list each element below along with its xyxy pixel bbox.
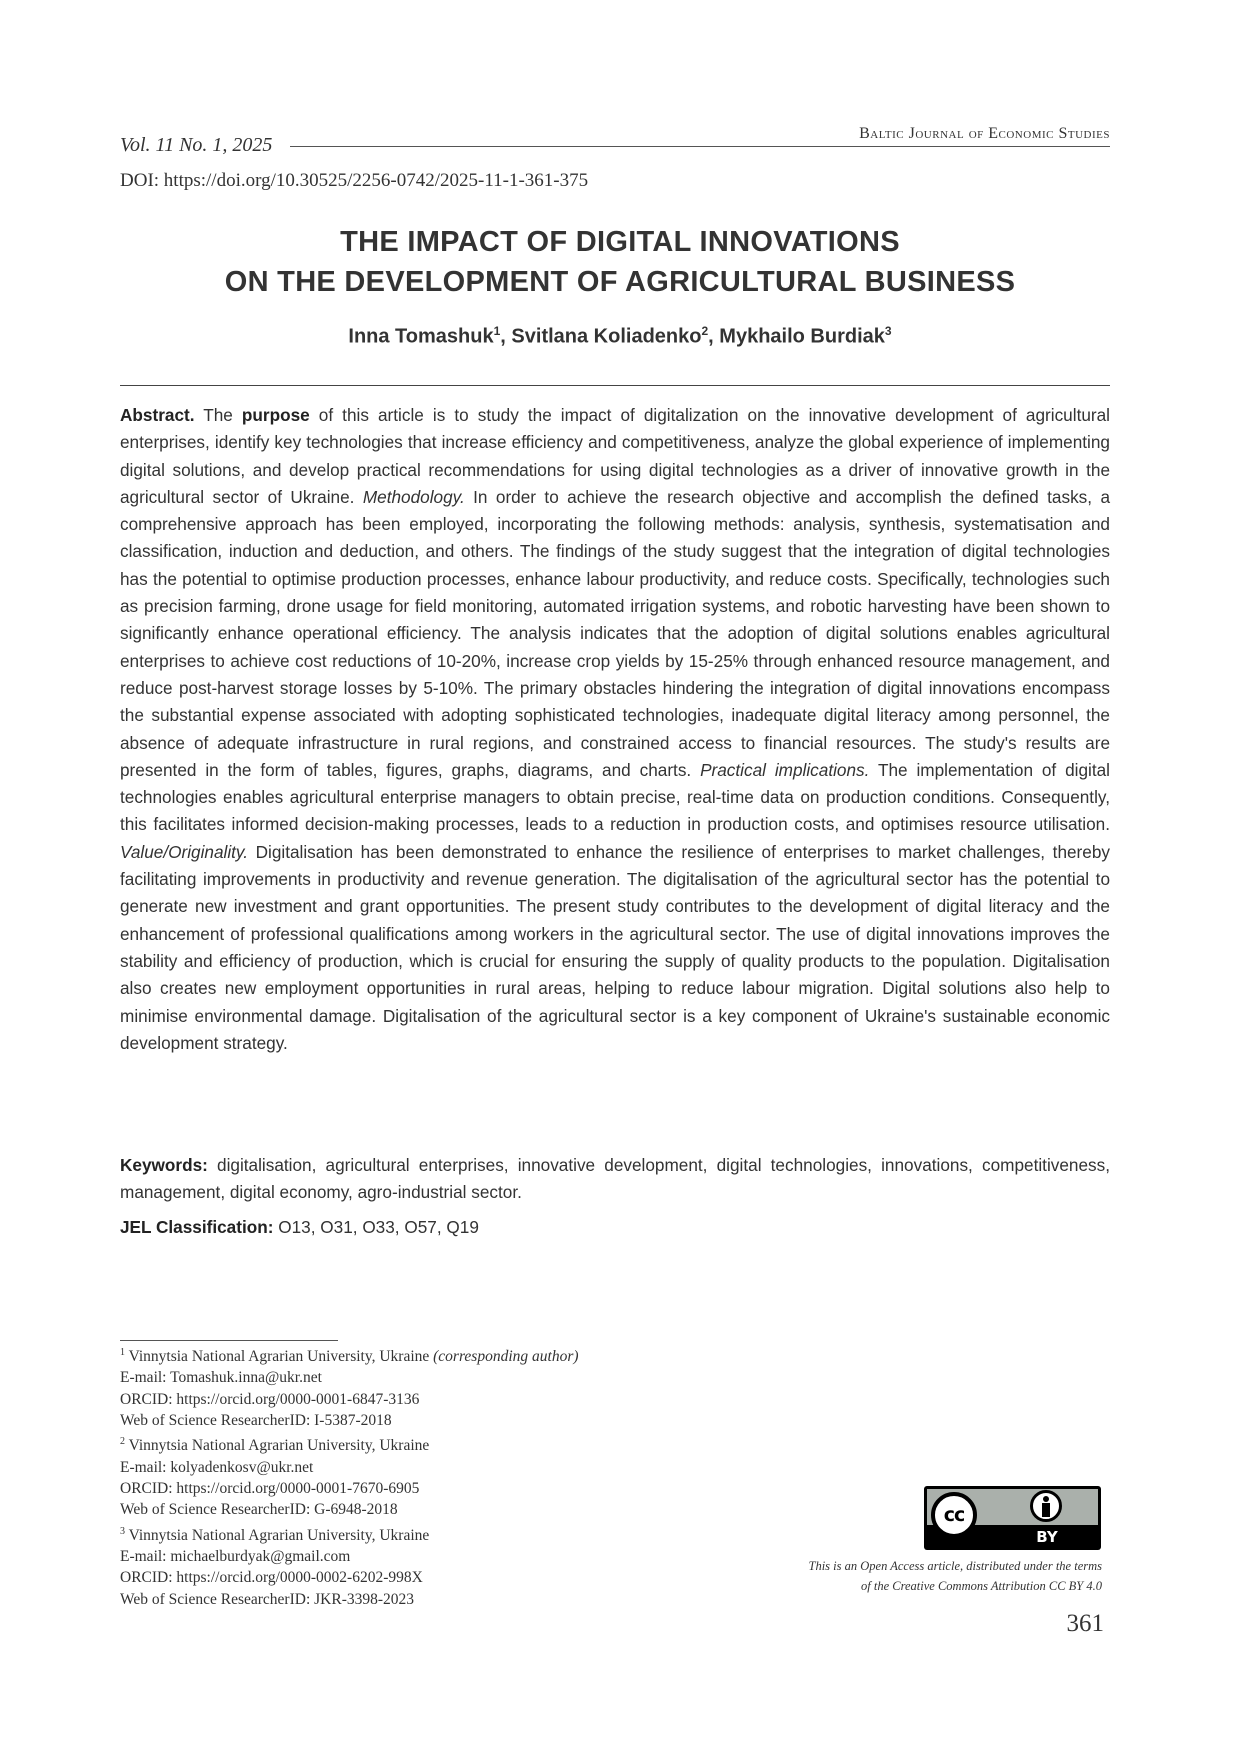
header-divider	[290, 146, 1110, 147]
keywords	[120, 1152, 1110, 1207]
title-line-1: THE IMPACT OF DIGITAL INNOVATIONS	[340, 226, 900, 258]
person-body	[1042, 1503, 1050, 1517]
abstract-text: In order to achieve the research objective and accomplish the defined tasks, a comprehensive approach has been employed, incorporating the following methods: analysis, synthesis, systematisation and classification, induction and deduction, and others. The findings of the study suggest that the integration of digital technologies has the potential to optimise production processes, enhance labour productivity, and reduce costs. Specifically, technologies such as precision farming, drone usage for field monitoring, automated irrigation systems, and robotic harvesting have been shown to significantly enhance operational efficiency. The analysis indicates that the adoption of digital solutions enables agricultural enterprises to achieve cost reductions of 10-20%, increase crop yields by 15-25% through enhanced resource management, and reduce post-harvest storage losses by 5-10%. The primary obstacles hindering the integration of digital innovations encompass the substantial expense associated with adopting sophisticated technologies, inadequate digital literacy among personnel, the absence of adequate infrastructure in rural regions, and constrained access to financial resources. The study's results are presented in the form of tables, figures, graphs, diagrams, and charts.	[120, 486, 1110, 780]
author-list	[0, 324, 1240, 349]
author-name: Mykhailo Burdiak	[719, 325, 885, 348]
abstract-text: Digitalisation has been demonstrated to enhance the resilience of enterprises to market challenges, thereby facilitating improvements in productivity and revenue generation. The digitalisation of the agricultural sector has the potential to generate new investment and grant opportunities. The present study contributes to the development of digital literacy and the enhancement of professional qualifications among workers in the agricultural sector. The use of digital innovations improves the stability and efficiency of production, which is crucial for ensuring the supply of quality products to the population. Digitalisation also creates new employment opportunities in rural areas, helping to reduce labour migration. Digital solutions also help to minimise environmental damage. Digitalisation of the agricultural sector is a key component of Ukraine's sustainable economic development strategy.	[120, 841, 1110, 1053]
abstract-text: The	[194, 405, 242, 425]
abstract-text: The implementation of digital technologies enables agricultural enterprise managers to obtain precise, real-time data on production conditions. Consequently, this facilitates informed decision-making processes, leads to a reduction in production costs, and optimises resource utilisation.	[120, 759, 1110, 835]
abstract-text: of this article is to study the impact of digitalization on the innovative development of agricultural enterprises, identify key technologies that increase efficiency and competitiveness, analyze the global experience of implementing digital solutions, and develop practical recommendations for using digital technologies as a driver of innovative growth in the agricultural sector of Ukraine.	[120, 405, 1110, 507]
footnote-mark: 1	[120, 1347, 125, 1358]
journal-name: Baltic Journal of Economic Studies	[859, 125, 1110, 142]
affiliation-text: Vinnytsia National Agrarian University, Ukraine	[125, 1526, 430, 1544]
footnote-mark: 3	[120, 1525, 125, 1537]
footnote-email[interactable]: E-mail: Tomashuk.inna@ukr.net	[120, 1369, 322, 1387]
jel-codes: O13, O31, O33, O57, Q19	[273, 1217, 479, 1237]
doi-link[interactable]: DOI: https://doi.org/10.30525/2256-0742/2025-11-1-361-375	[120, 170, 589, 191]
volume-info: Vol. 11 No. 1, 2025	[120, 134, 273, 156]
affiliation-mark: 2	[701, 324, 709, 338]
page-number: 361	[1066, 1610, 1104, 1637]
footnote-email[interactable]: E-mail: kolyadenkosv@ukr.net	[120, 1458, 314, 1476]
affiliation-mark: 3	[884, 324, 892, 338]
footnote-wos-id: Web of Science ResearcherID: I-5387-2018	[120, 1412, 392, 1430]
footnote-divider	[120, 1340, 338, 1341]
jel-classification	[120, 1214, 1110, 1241]
footnotes	[120, 1342, 579, 1610]
person-head	[1043, 1496, 1049, 1502]
corresponding-author-note: (corresponding author)	[433, 1348, 579, 1366]
author-name: Inna Tomashuk	[348, 325, 494, 348]
title-line-2: ON THE DEVELOPMENT OF AGRICULTURAL BUSINESS	[224, 266, 1016, 298]
affiliation-text: Vinnytsia National Agrarian University, Ukraine	[125, 1348, 434, 1366]
footnote-wos-id: Web of Science ResearcherID: G-6948-2018	[120, 1501, 398, 1519]
jel-label: JEL Classification:	[120, 1217, 274, 1237]
affiliation-mark: 1	[493, 324, 501, 338]
footnote-affiliation	[120, 1342, 579, 1367]
footnote-orcid[interactable]: ORCID: https://orcid.org/0000-0001-7670-6905	[120, 1480, 420, 1498]
abstract	[120, 402, 1110, 1057]
author-separator: ,	[708, 325, 720, 348]
author-separator: ,	[500, 325, 512, 348]
license-line-2: of the Creative Commons Attribution CC BY 4.0	[861, 1579, 1102, 1593]
footnote-orcid[interactable]: ORCID: https://orcid.org/0000-0001-6847-3136	[120, 1390, 420, 1408]
abstract-divider	[120, 385, 1110, 386]
attribution-person-icon	[1030, 1490, 1062, 1522]
footnote-orcid[interactable]: ORCID: https://orcid.org/0000-0002-6202-998X	[120, 1569, 423, 1587]
license-statement	[809, 1556, 1103, 1596]
practical-implications-label: Practical implications.	[700, 759, 870, 780]
cc-by-license-badge[interactable]	[924, 1486, 1101, 1550]
methodology-label: Methodology.	[362, 486, 465, 507]
article-title	[0, 222, 1240, 302]
abstract-label: Abstract.	[120, 405, 195, 425]
license-line-1: This is an Open Access article, distributed under the terms	[808, 1559, 1102, 1573]
footnote-affiliation	[120, 1521, 579, 1546]
creative-commons-icon: cc	[931, 1492, 977, 1538]
footnote-wos-id: Web of Science ResearcherID: JKR-3398-2023	[120, 1590, 415, 1608]
footnote-email[interactable]: E-mail: michaelburdyak@gmail.com	[120, 1548, 351, 1566]
author-name: Svitlana Koliadenko	[511, 325, 702, 348]
by-label: BY	[1036, 1528, 1058, 1546]
affiliation-text: Vinnytsia National Agrarian University, Ukraine	[125, 1437, 430, 1455]
footnote-mark: 2	[120, 1436, 125, 1448]
purpose-label: purpose	[241, 405, 310, 425]
footnote-affiliation	[120, 1431, 579, 1456]
keywords-text: digitalisation, agricultural enterprises, innovative development, digital technologies, innovations, competitiveness, management, digital economy, agro-industrial sector.	[120, 1155, 1110, 1203]
keywords-label: Keywords:	[120, 1155, 208, 1175]
value-originality-label: Value/Originality.	[120, 841, 249, 862]
